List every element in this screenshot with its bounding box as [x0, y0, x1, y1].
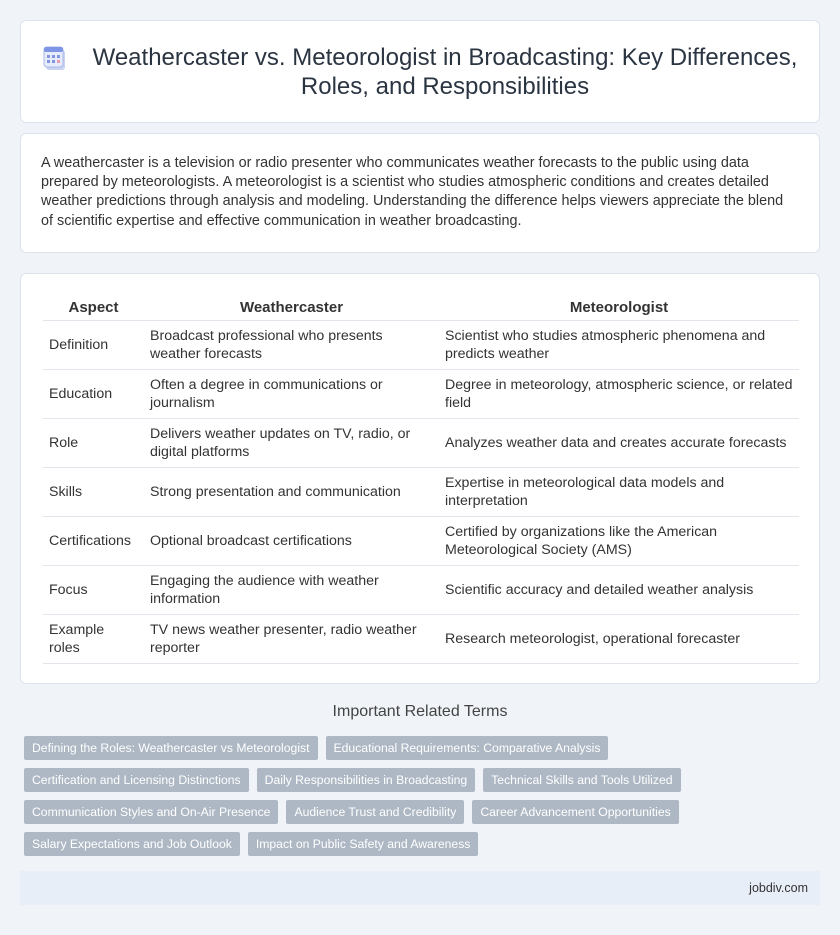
header-meteorologist: Meteorologist: [569, 299, 669, 317]
aspect-cell: Role: [43, 418, 144, 467]
table-row: [43, 320, 799, 369]
weathercaster-cell: Optional broadcast certifications: [144, 516, 439, 565]
related-term-tag[interactable]: Audience Trust and Credibility: [286, 800, 464, 824]
tag-row: [24, 768, 824, 792]
table-row: [43, 369, 799, 418]
meteorologist-cell: Scientific accuracy and detailed weather analysis: [439, 565, 799, 614]
tag-row: [24, 832, 824, 856]
aspect-cell: Focus: [43, 565, 144, 614]
weathercaster-cell: TV news weather presenter, radio weather reporter: [144, 614, 439, 663]
weathercaster-cell: Often a degree in communications or journalism: [144, 369, 439, 418]
meteorologist-cell: Certified by organizations like the American Meteorological Society (AMS): [439, 516, 799, 565]
meteorologist-cell: Analyzes weather data and creates accurate forecasts: [439, 418, 799, 467]
aspect-cell: Example roles: [43, 614, 144, 663]
table-row: [43, 467, 799, 516]
related-term-tag[interactable]: Salary Expectations and Job Outlook: [24, 832, 240, 856]
header-weathercaster: Weathercaster: [239, 299, 344, 317]
related-term-tag[interactable]: Educational Requirements: Comparative Analysis: [326, 736, 609, 760]
weathercaster-cell: Broadcast professional who presents weather forecasts: [144, 320, 439, 369]
meteorologist-cell: Expertise in meteorological data models and interpretation: [439, 467, 799, 516]
document-icon: [41, 44, 69, 72]
tag-row: [24, 800, 824, 824]
table-row: [43, 614, 799, 663]
comparison-table: [43, 294, 799, 664]
footer: [20, 871, 820, 905]
footer-site-link[interactable]: jobdiv.com: [749, 881, 808, 895]
aspect-cell: Skills: [43, 467, 144, 516]
tag-row: [24, 736, 824, 760]
related-term-tag[interactable]: Defining the Roles: Weathercaster vs Meteorologist: [24, 736, 318, 760]
related-term-tag[interactable]: Certification and Licensing Distinctions: [24, 768, 249, 792]
related-term-tag[interactable]: Daily Responsibilities in Broadcasting: [257, 768, 476, 792]
related-term-tag[interactable]: Impact on Public Safety and Awareness: [248, 832, 479, 856]
table-row: [43, 565, 799, 614]
aspect-cell: Education: [43, 369, 144, 418]
header-aspect: Aspect: [68, 299, 119, 317]
page-title: Weathercaster vs. Meteorologist in Broadcasting: Key Differences, Roles, and Responsibilities: [92, 43, 798, 100]
meteorologist-cell: Degree in meteorology, atmospheric science, or related field: [439, 369, 799, 418]
header-card: [20, 20, 820, 123]
weathercaster-cell: Delivers weather updates on TV, radio, or digital platforms: [144, 418, 439, 467]
related-term-tag[interactable]: Communication Styles and On-Air Presence: [24, 800, 278, 824]
intro-card: [20, 133, 820, 253]
intro-paragraph: A weathercaster is a television or radio presenter who communicates weather forecasts to the public using data prepared by meteorologists. A meteorologist is a scientist who studies atmospheric conditions and creates detailed weather predictions through analysis and modeling. Understanding the difference helps viewers appreciate the blend of scientific expertise and effective communication in weather broadcasting.: [41, 155, 784, 229]
aspect-cell: Definition: [43, 320, 144, 369]
comparison-card: [20, 273, 820, 684]
meteorologist-cell: Scientist who studies atmospheric phenomena and predicts weather: [439, 320, 799, 369]
weathercaster-cell: Engaging the audience with weather information: [144, 565, 439, 614]
table-row: [43, 516, 799, 565]
related-term-tag[interactable]: Technical Skills and Tools Utilized: [483, 768, 680, 792]
weathercaster-cell: Strong presentation and communication: [144, 467, 439, 516]
aspect-cell: Certifications: [43, 516, 144, 565]
meteorologist-cell: Research meteorologist, operational forecaster: [439, 614, 799, 663]
table-header-row: [43, 294, 799, 320]
related-terms-list: [24, 736, 824, 864]
related-term-tag[interactable]: Career Advancement Opportunities: [472, 800, 678, 824]
table-row: [43, 418, 799, 467]
related-terms-title: Important Related Terms: [332, 703, 508, 720]
